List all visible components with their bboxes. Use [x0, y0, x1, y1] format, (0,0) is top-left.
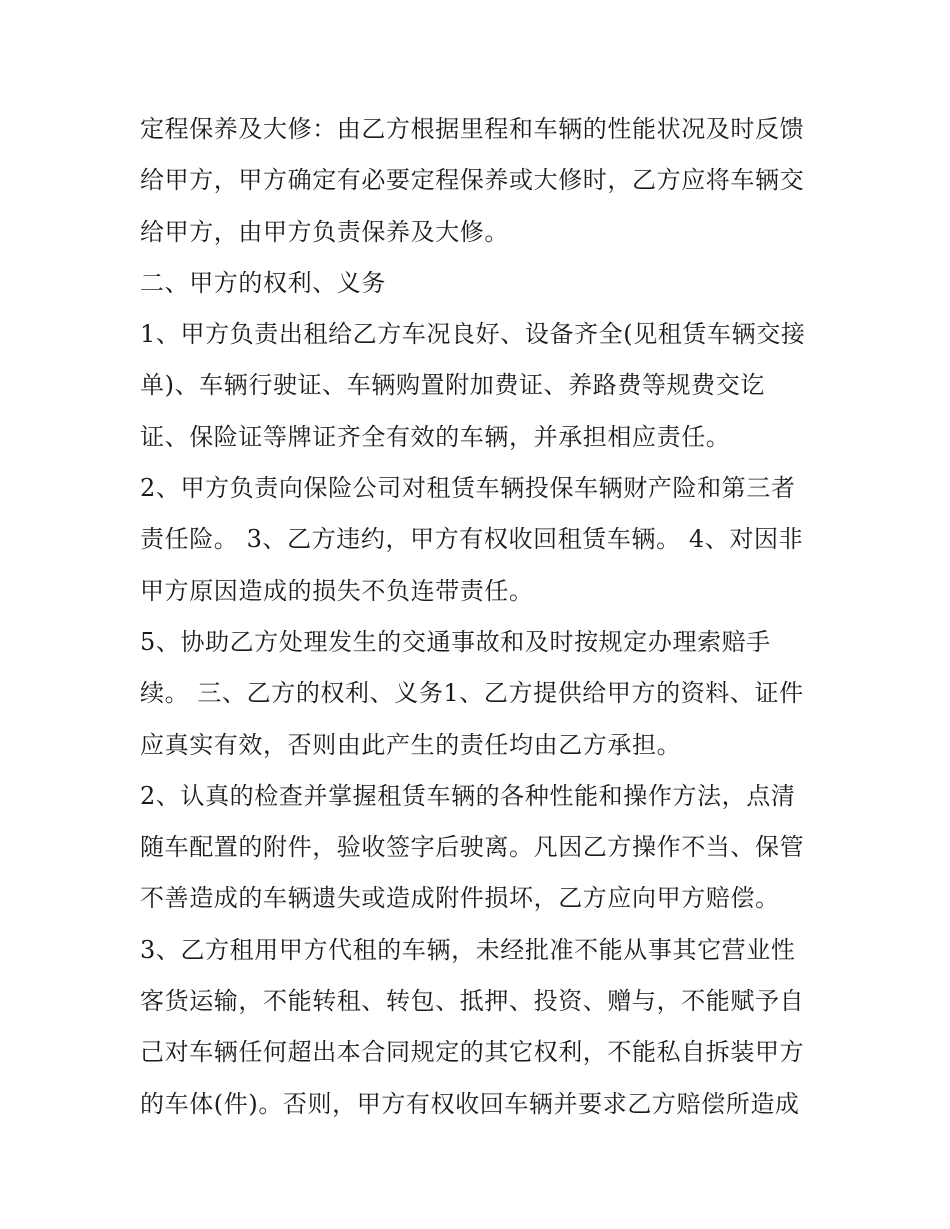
- text-line: 2、认真的检查并掌握租赁车辆的各种性能和操作方法，点清: [140, 781, 796, 810]
- text-line: 给甲方，由甲方负责保养及大修。: [140, 217, 509, 246]
- text-line: 3、乙方租用甲方代租的车辆，未经批准不能从事其它营业性: [140, 935, 796, 964]
- text-line: 续。 三、乙方的权利、义务1、乙方提供给甲方的资料、证件: [140, 679, 804, 708]
- text-line: 客货运输，不能转租、转包、抵押、投资、赠与，不能赋予自: [140, 987, 805, 1016]
- text-line: 应真实有效，否则由此产生的责任均由乙方承担。: [140, 730, 682, 759]
- text-line: 1、甲方负责出租给乙方车况良好、设备齐全(见租赁车辆交接: [140, 320, 806, 349]
- text-line: 5、协助乙方处理发生的交通事故和及时按规定办理索赔手: [140, 627, 771, 656]
- text-line: 证、保险证等牌证齐全有效的车辆，并承担相应责任。: [140, 422, 731, 451]
- text-line: 定程保养及大修：由乙方根据里程和车辆的性能状况及时反馈: [140, 115, 805, 143]
- text-line: 单)、车辆行驶证、车辆购置附加费证、养路费等规费交讫: [140, 371, 765, 400]
- text-line: 给甲方，甲方确定有必要定程保养或大修时，乙方应将车辆交: [140, 166, 805, 195]
- text-line: 的车体(件)。否则，甲方有权收回车辆并要求乙方赔偿所造成: [140, 1089, 800, 1118]
- text-line: 2、甲方负责向保险公司对租赁车辆投保车辆财产险和第三者: [140, 474, 796, 503]
- text-line: 责任险。 3、乙方违约，甲方有权收回租赁车辆。 4、对因非: [140, 525, 804, 554]
- text-line: 不善造成的车辆遗失或造成附件损坏，乙方应向甲方赔偿。: [140, 884, 780, 913]
- text-line: 己对车辆任何超出本合同规定的其它权利，不能私自拆装甲方: [140, 1038, 805, 1067]
- text-line: 甲方原因造成的损失不负连带责任。: [140, 576, 534, 605]
- text-line: 随车配置的附件，验收签字后驶离。凡因乙方操作不当、保管: [140, 833, 805, 862]
- contract-body-text: [140, 104, 820, 1130]
- section-heading-party-a-rights: 二、甲方的权利、义务: [140, 268, 386, 297]
